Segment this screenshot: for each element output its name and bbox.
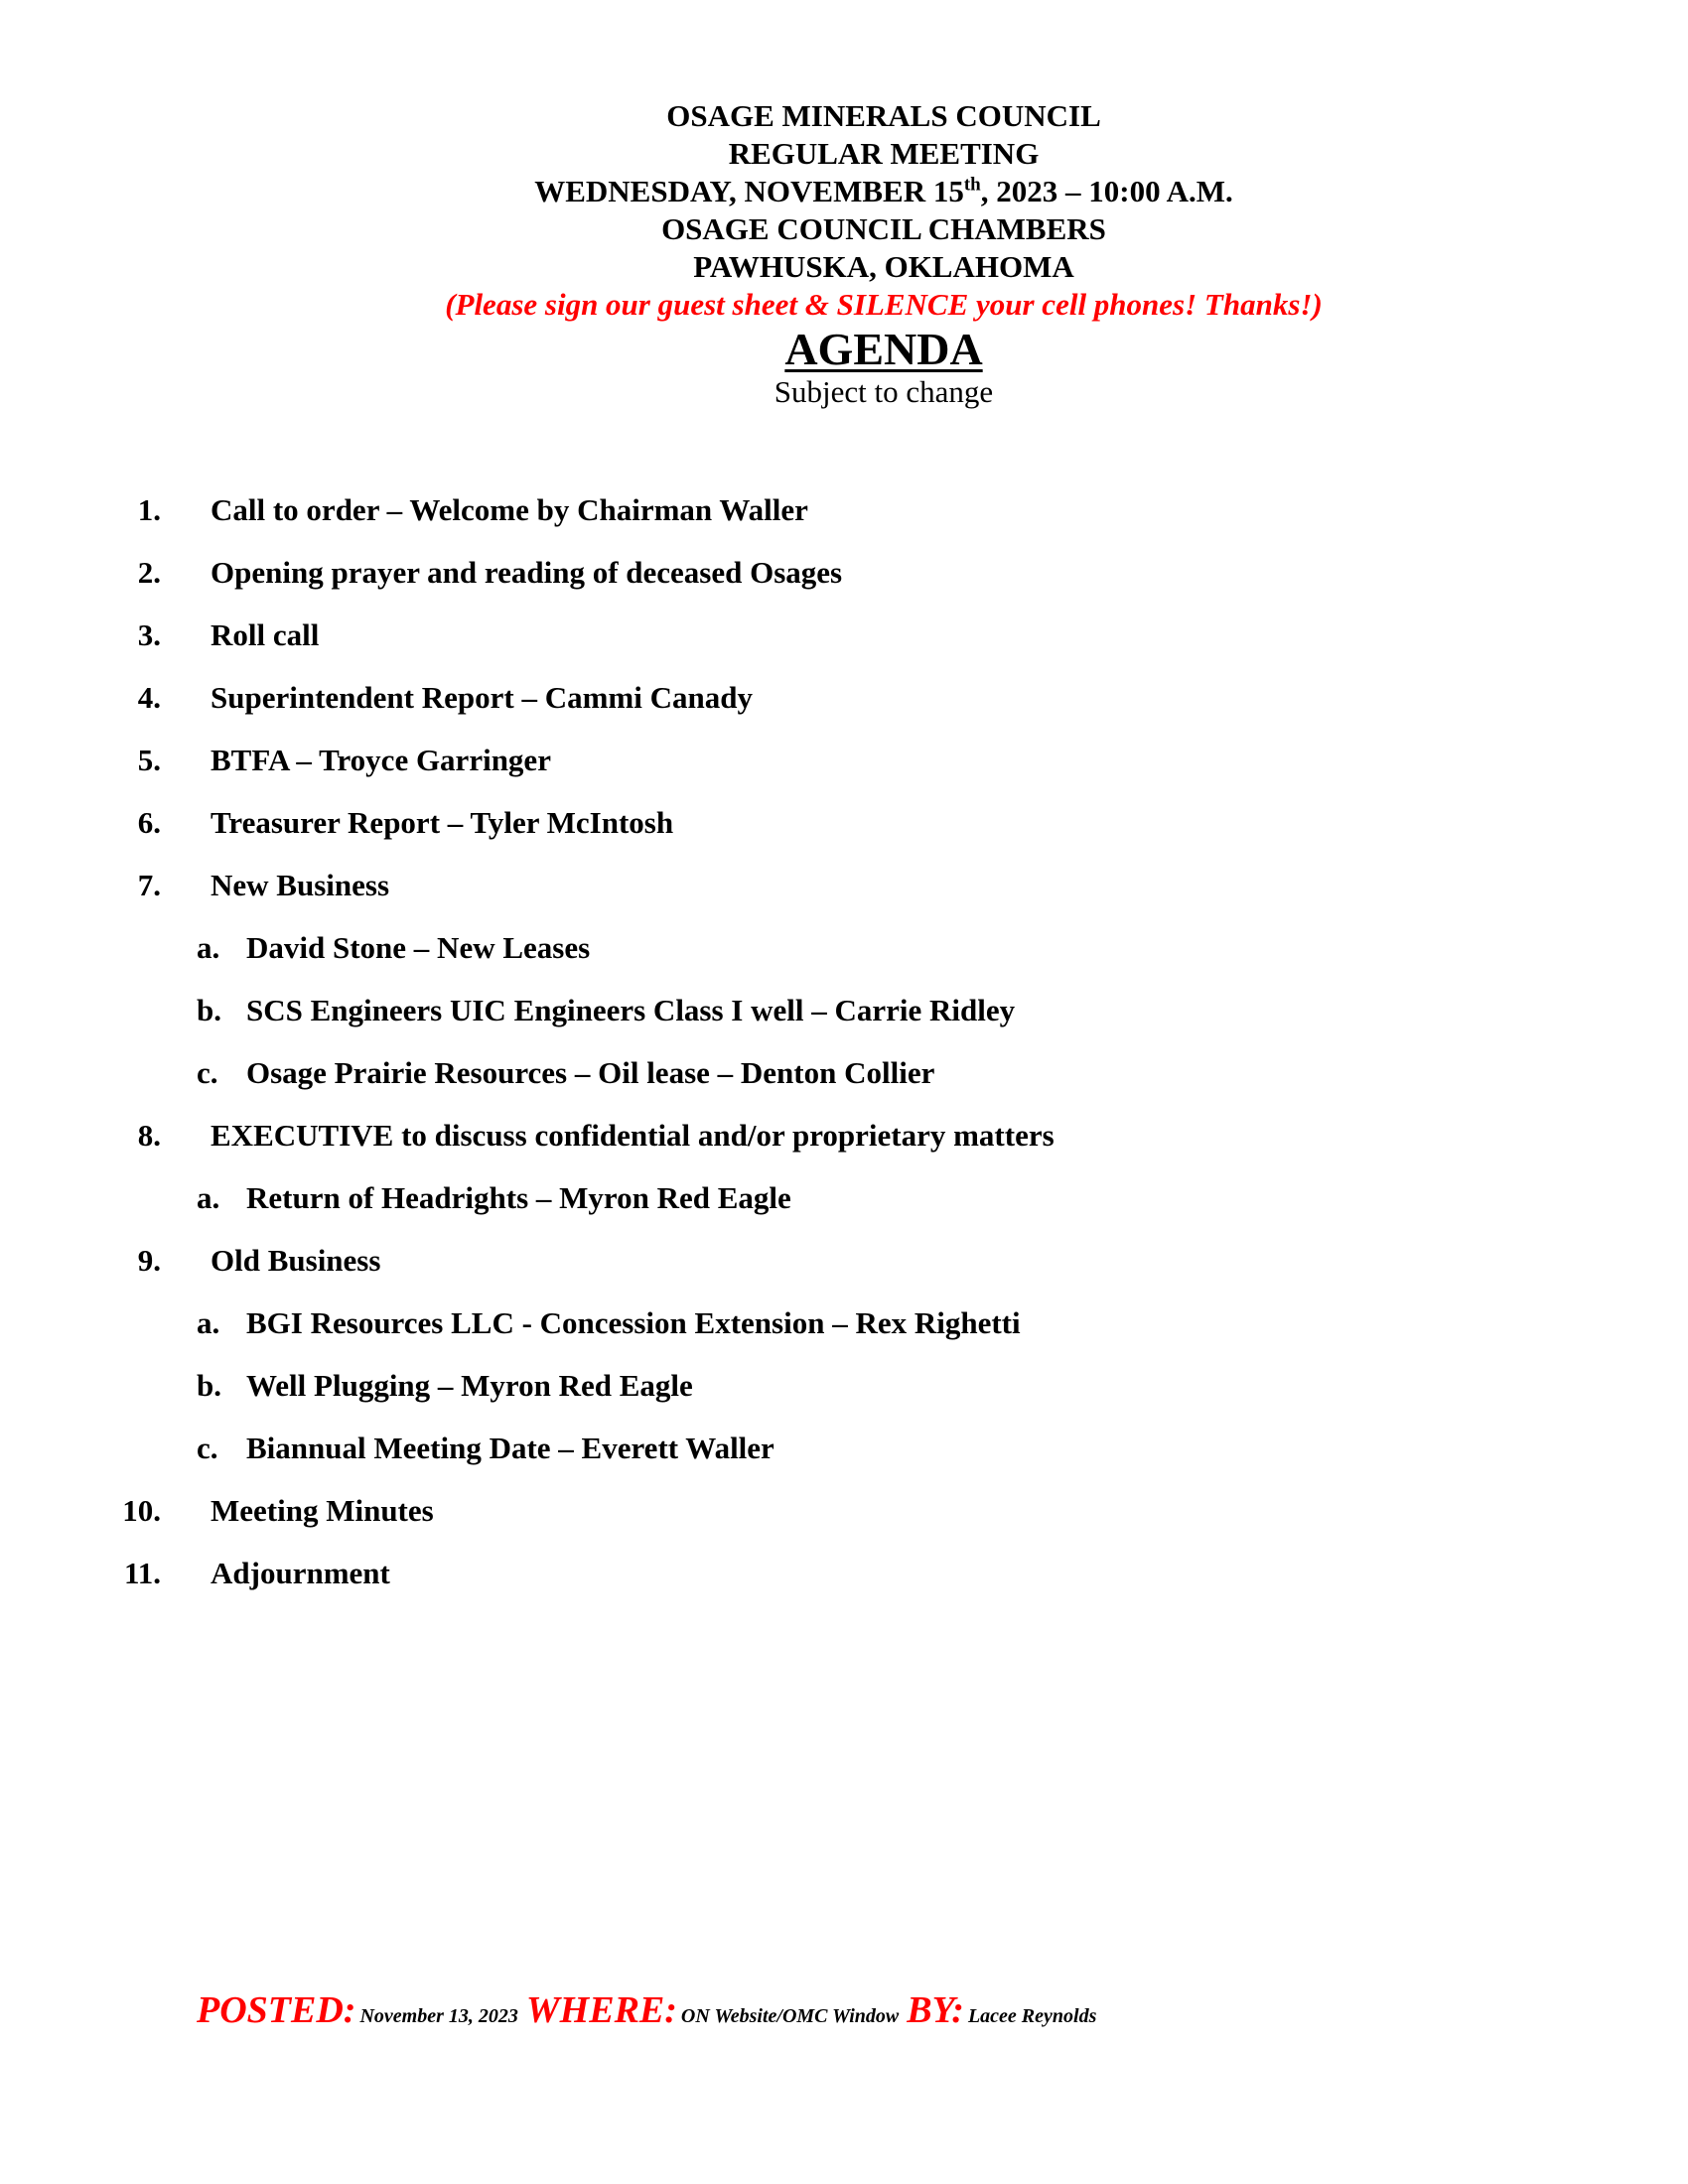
agenda-item-number: 8. [137, 1118, 161, 1153]
date-prefix: WEDNESDAY, NOVEMBER 15 [534, 174, 964, 208]
agenda-subitem-letter: a. [197, 1180, 220, 1215]
agenda-item-number: 11. [123, 1556, 161, 1590]
agenda-subitem-text: SCS Engineers UIC Engineers Class I well – Carrie Ridley [246, 993, 1016, 1027]
agenda-subtitle: Subject to change [774, 374, 994, 409]
agenda-item [0, 1242, 1688, 1304]
where-label: WHERE: [525, 1989, 677, 2031]
posted-date: November 13, 2023 [359, 2005, 518, 2027]
agenda-subitem-text: Biannual Meeting Date – Everett Waller [246, 1431, 774, 1465]
agenda-subitem-text: BGI Resources LLC - Concession Extension – Rex Righetti [246, 1305, 1021, 1340]
agenda-item-text: Meeting Minutes [211, 1493, 434, 1528]
org-name: OSAGE MINERALS COUNCIL [666, 98, 1101, 133]
agenda-subitem [0, 1179, 1688, 1242]
agenda-item-text: Old Business [211, 1243, 381, 1278]
agenda-item [0, 554, 1688, 616]
agenda-item-text: BTFA – Troyce Garringer [211, 743, 551, 777]
agenda-subitem-text: David Stone – New Leases [246, 930, 591, 965]
agenda-subitem [0, 1054, 1688, 1117]
agenda-subitem-letter: a. [197, 1305, 220, 1340]
agenda-item-text: New Business [211, 868, 390, 902]
agenda-subitem-letter: b. [197, 993, 221, 1027]
date-rest: , 2023 – 10:00 A.M. [980, 174, 1233, 208]
agenda-item [0, 1555, 1688, 1617]
agenda-item [0, 867, 1688, 929]
guest-notice: (Please sign our guest sheet & SILENCE your cell phones! Thanks!) [445, 287, 1323, 322]
agenda-item-text: Adjournment [211, 1556, 390, 1590]
agenda-item [0, 1492, 1688, 1555]
agenda-item-number: 10. [122, 1493, 161, 1528]
agenda-item [0, 491, 1688, 554]
agenda-title: AGENDA [784, 324, 983, 374]
agenda-item [0, 1117, 1688, 1179]
agenda-item-number: 3. [137, 617, 161, 652]
agenda-item-number: 9. [137, 1243, 161, 1278]
agenda-item [0, 804, 1688, 867]
meeting-location: OSAGE COUNCIL CHAMBERS [661, 211, 1106, 246]
agenda-item-text: Opening prayer and reading of deceased Osages [211, 555, 843, 590]
agenda-item-text: Call to order – Welcome by Chairman Waller [211, 492, 808, 527]
agenda-subitem [0, 1304, 1688, 1367]
agenda-item-number: 4. [137, 680, 161, 715]
agenda-subitem [0, 992, 1688, 1054]
agenda-subitem-letter: b. [197, 1368, 221, 1403]
agenda-item-text: EXECUTIVE to discuss confidential and/or proprietary matters [211, 1118, 1055, 1153]
agenda-item-number: 6. [137, 805, 161, 840]
agenda-subitem-letter: c. [197, 1431, 218, 1465]
date-ordinal: th [963, 174, 981, 196]
agenda-item [0, 679, 1688, 742]
meeting-city: PAWHUSKA, OKLAHOMA [693, 249, 1074, 284]
agenda-subitem-text: Osage Prairie Resources – Oil lease – Denton Collier [246, 1055, 935, 1090]
meeting-type: REGULAR MEETING [728, 136, 1040, 171]
agenda-subitem-letter: a. [197, 930, 220, 965]
agenda-item-text: Superintendent Report – Cammi Canady [211, 680, 753, 715]
agenda-item-number: 5. [137, 743, 161, 777]
agenda-item-number: 2. [137, 555, 161, 590]
agenda-subitem-text: Return of Headrights – Myron Red Eagle [246, 1180, 791, 1215]
agenda-item-number: 7. [137, 868, 161, 902]
agenda-subitem [0, 929, 1688, 992]
posted-label: POSTED: [197, 1989, 356, 2031]
agenda-item-text: Roll call [211, 617, 320, 652]
where-value: ON Website/OMC Window [680, 2005, 900, 2027]
agenda-subitem-text: Well Plugging – Myron Red Eagle [246, 1368, 693, 1403]
by-label: BY: [907, 1989, 964, 2031]
agenda-items [0, 491, 1688, 1617]
meeting-datetime [189, 173, 1579, 210]
by-value: Lacee Reynolds [967, 2005, 1097, 2027]
agenda-subitem [0, 1430, 1688, 1492]
agenda-item [0, 616, 1688, 679]
agenda-item-text: Treasurer Report – Tyler McIntosh [211, 805, 674, 840]
agenda-item-number: 1. [137, 492, 161, 527]
agenda-header [0, 97, 1688, 411]
agenda-item [0, 742, 1688, 804]
agenda-subitem-letter: c. [197, 1055, 218, 1090]
posting-footer [197, 1988, 1096, 2032]
agenda-subitem [0, 1367, 1688, 1430]
